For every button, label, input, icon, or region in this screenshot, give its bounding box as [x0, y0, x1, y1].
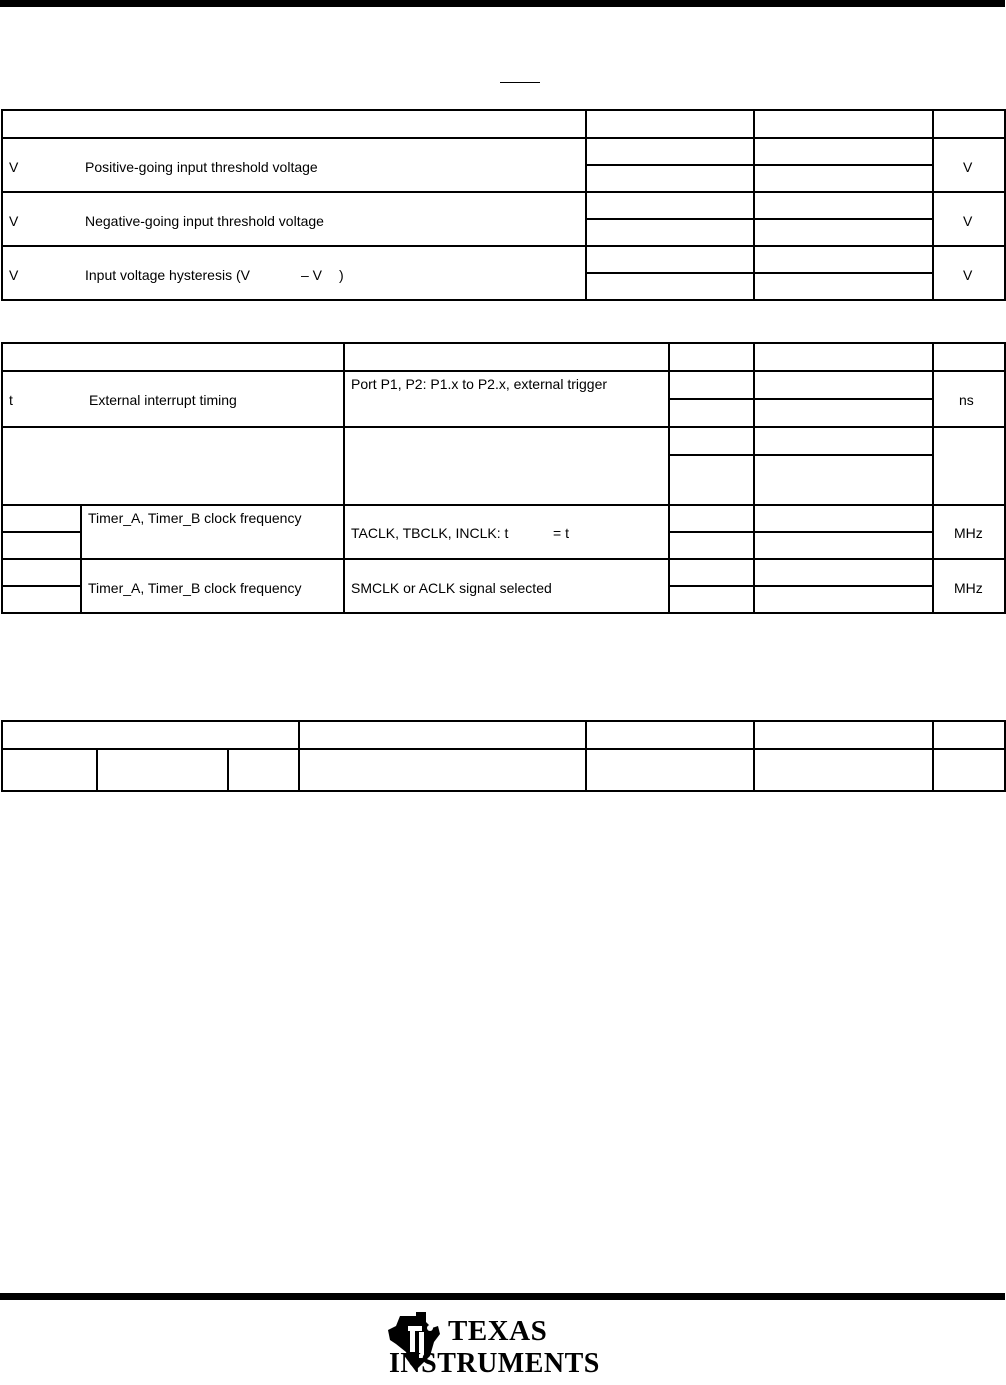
table-row — [2, 371, 1005, 399]
unit-cell — [933, 559, 1005, 613]
unit-cell — [933, 505, 1005, 559]
conditions-cell — [344, 559, 669, 613]
parameter-label: Input voltage hysteresis (V — [85, 267, 250, 283]
unit-label: V — [963, 267, 973, 283]
timing-table — [1, 342, 1006, 614]
parameter-label: Timer_A, Timer_B clock frequency — [88, 510, 302, 526]
symbol-label: V — [9, 213, 19, 229]
top-rule — [0, 0, 1005, 7]
table-header-row — [2, 110, 1005, 138]
conditions-label-tail: = t — [553, 525, 569, 541]
unit-label: ns — [959, 392, 974, 408]
table-header-row — [2, 343, 1005, 371]
input-threshold-table — [1, 109, 1006, 301]
symbol-label: V — [9, 159, 19, 175]
bottom-rule — [0, 1293, 1005, 1300]
empty-spec-table — [1, 720, 1006, 792]
texas-instruments-logo — [386, 1312, 606, 1382]
conditions-label: Port P1, P2: P1.x to P2.x, external trigger — [351, 376, 608, 392]
parameter-label: Positive-going input threshold voltage — [85, 159, 318, 175]
table-row — [2, 505, 1005, 532]
parameter-cell — [2, 246, 586, 300]
symbol-label: V — [9, 267, 19, 283]
unit-cell — [933, 138, 1005, 192]
symbol-label: t — [9, 392, 13, 408]
unit-label: MHz — [954, 525, 983, 541]
table-row — [2, 246, 1005, 273]
table-header-row — [2, 721, 1005, 749]
parameter-cell — [81, 505, 344, 559]
unit-cell — [933, 192, 1005, 246]
parameter-label: External interrupt timing — [89, 392, 237, 408]
unit-label: V — [963, 159, 973, 175]
conditions-cell — [344, 505, 669, 559]
parameter-cell — [81, 559, 344, 613]
parameter-label: Timer_A, Timer_B clock frequency — [88, 580, 302, 596]
conditions-label: TACLK, TBCLK, INCLK: t — [351, 525, 509, 541]
table-row — [2, 192, 1005, 219]
conditions-label: SMCLK or ACLK signal selected — [351, 580, 552, 596]
parameter-cell — [2, 138, 586, 192]
unit-label: MHz — [954, 580, 983, 596]
parameter-label: Negative-going input threshold voltage — [85, 213, 324, 229]
brand-line2: INSTRUMENTS — [389, 1348, 600, 1379]
parameter-label-tail: – V — [301, 267, 323, 283]
table-row — [2, 427, 1005, 455]
table-row — [2, 559, 1005, 586]
unit-cell — [933, 246, 1005, 300]
parameter-label-end: ) — [339, 267, 344, 283]
unit-cell — [933, 371, 1005, 427]
header-overline — [500, 82, 540, 83]
brand-line1: TEXAS — [448, 1315, 548, 1347]
parameter-cell — [2, 192, 586, 246]
unit-label: V — [963, 213, 973, 229]
conditions-cell — [344, 371, 669, 427]
parameter-cell — [2, 371, 344, 427]
table-row — [2, 749, 1005, 791]
table-row — [2, 138, 1005, 165]
